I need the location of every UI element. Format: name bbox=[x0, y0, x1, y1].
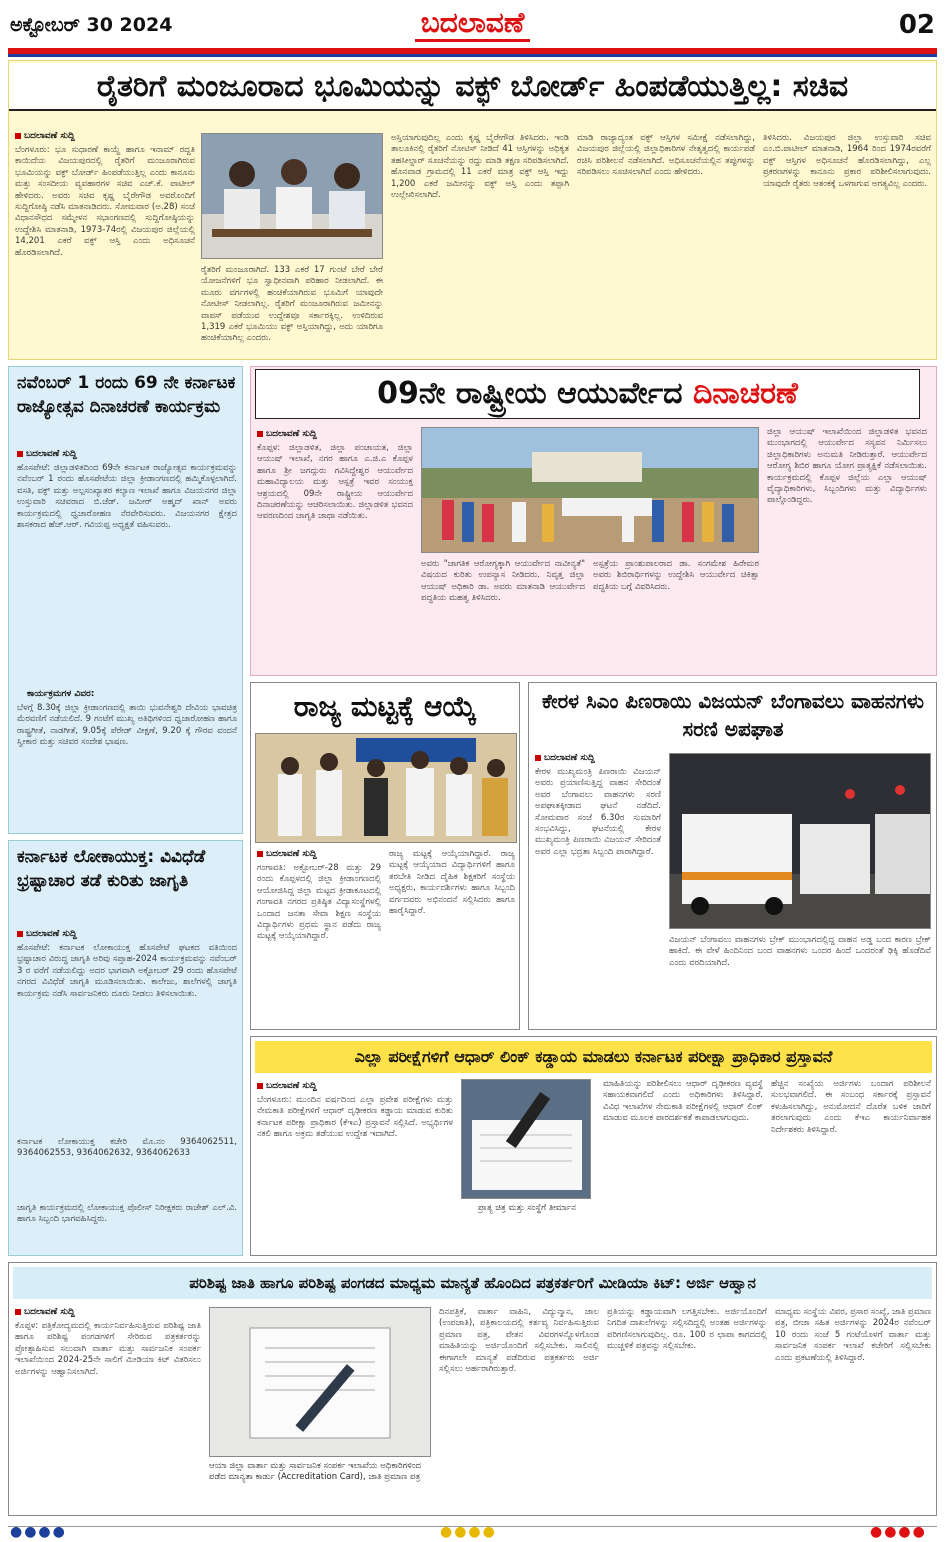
lokayukta-closing: ಜಾಗೃತಿ ಕಾರ್ಯಕ್ರಮದಲ್ಲಿ ಲೋಕಾಯುಕ್ತ ಪೊಲೀಸ್ ನಿರೀಕ್ಷಕರು ರಾಜೇಶ್ ಎಲ್.ವಿ. ಹಾಗೂ ಸಿಬ್ಬಂದಿ ಭಾಗವಹಿಸಿದ್ದರು. bbox=[17, 1203, 237, 1225]
rajyotsava-body-2: ಬೆಳಗ್ಗೆ 8.30ಕ್ಕೆ ಜಿಲ್ಲಾ ಕ್ರೀಡಾಂಗಣದಲ್ಲಿ ತಾಯಿ ಭುವನೇಶ್ವರಿ ದೇವಿಯ ಭಾವಚಿತ್ರ ಮೆರವಣಿಗೆ ನಡೆಯಲಿದೆ. 9 ಗಂಟೆಗೆ ಮುಖ್ಯ ಅತಿಥಿಗಳಿಂದ ಧ್ವಜಾರೋಹಣ ಹಾಗೂ ರಾಷ್ಟ್ರಗೀತೆ, ನಾಡಗೀತೆ, 9.05ಕ್ಕೆ ಪೆರೇಡ್ ವೀಕ್ಷಣೆ, 9.20 ಕ್ಕೆ ಗೌರವ ವಂದನೆ ಸ್ವೀಕಾರ ಮತ್ತು ಸಚಿವರ ಸಂದೇಶ ಭಾಷಣ. bbox=[17, 703, 237, 748]
media-kit-column-4: ಮಾಧ್ಯಮ ಸಂಸ್ಥೆಯ ವಿವರ, ಪ್ರಸಾರ ಸಂಖ್ಯೆ, ಜಾತಿ ಪ್ರಮಾಣ ಪತ್ರ, ಬೀಜಾ ಸಹಿತ ಅರ್ಜಿಗಳನ್ನು 2024ರ ನವೆಂಬರ್ 10 ರಂದು ಸಂಜೆ 5 ಗಂಟೆಯೊಳಗೆ ವಾರ್ತಾ ಮತ್ತು ಸಾರ್ವಜನಿಕ ಸಂಪರ್ಕ ಇಲಾಖೆ ಕಚೇರಿಗೆ ಸಲ್ಲಿಸಬೇಕು ಎಂದು ಪ್ರಕಟಣೆಯಲ್ಲಿ ತಿಳಿಸಿದ್ದಾರೆ. bbox=[775, 1307, 931, 1363]
media-kit-photo-caption: ಆಯಾ ಜಿಲ್ಲಾ ವಾರ್ತಾ ಮತ್ತು ಸಾರ್ವಜನಿಕ ಸಂಪರ್ಕ ಇಲಾಖೆಯ ಅಧಿಕಾರಿಗಳಿಂದ ಪಡೆದ ಮಾನ್ಯತಾ ಕಾರ್ಡು (Accreditation Card), ಜಾತಿ ಪ್ರಮಾಣ ಪತ್ರ bbox=[209, 1461, 422, 1482]
lokayukta-story bbox=[8, 840, 243, 1256]
ayurveda-photo-art bbox=[422, 428, 759, 553]
state-level-byline: ಬದಲಾವಣೆ ಸುದ್ದಿ bbox=[257, 849, 317, 859]
media-kit-photo bbox=[209, 1307, 431, 1457]
rajyotsava-body: ಹೊಸಪೇಟೆ: ಜಿಲ್ಲಾಡಳಿತದಿಂದ 69ನೇ ಕರ್ನಾಟಕ ರಾಜ್ಯೋತ್ಸವ ಕಾರ್ಯಕ್ರಮವನ್ನು ನವೆಂಬರ್ 1 ರಂದು ಹೊಸಪೇಟೆಯ ಜಿಲ್ಲಾ ಕ್ರೀಡಾಂಗಣದಲ್ಲಿ ಹಮ್ಮಿಕೊಳ್ಳಲಾಗಿದೆ. ವಸತಿ, ವಕ್ಫ್ ಮತ್ತು ಅಲ್ಪಸಂಖ್ಯಾತರ ಕಲ್ಯಾಣ ಇಲಾಖೆ ಹಾಗೂ ವಿಜಯನಗರ ಜಿಲ್ಲಾ ಉಸ್ತುವಾರಿ ಸಚಿವರಾದ ಬಿ.ಜೆಡ್. ಜಮೀರ್ ಅಹ್ಮದ್ ಖಾನ್ ಅವರು ಕಾರ್ಯಕ್ರಮದಲ್ಲಿ ಧ್ವಜಾರೋಹಣ ನೆರವೇರಿಸುವರು. ವಿಜಯನಗರ ಕ್ಷೇತ್ರದ ಶಾಸಕರಾದ ಹೆಚ್.ಆರ್. ಗವಿಯಪ್ಪ ಅಧ್ಯಕ್ಷತೆ ವಹಿಸುವರು. bbox=[17, 463, 237, 531]
lead-column-5: ತಿಳಿಸಿದರು. ವಿಜಯಪುರ ಜಿಲ್ಲಾ ಉಸ್ತುವಾರಿ ಸಚಿವ ಎಂ.ಬಿ.ಪಾಟೀಲ್ ಮಾತನಾಡಿ, 1964 ರಿಂದ 1974ರವರೆಗೆ ವಕ್ಫ್ ಆಸ್ತಿಗಳ ಅಧಿಸೂಚನೆ ಹೊರಡಿಸಲಾಗಿದ್ದು, ಎಲ್ಲ ಪ್ರಕರಣಗಳನ್ನು ಕಾನೂನು ಪ್ರಕಾರ ಪರಿಶೀಲಿಸಲಾಗುವುದು. ಯಾವುದೇ ರೈತರು ಆತಂಕಕ್ಕೆ ಒಳಗಾಗುವ ಅಗತ್ಯವಿಲ್ಲ ಎಂದರು. bbox=[763, 133, 931, 189]
kerala-byline: ಬದಲಾವಣೆ ಸುದ್ದಿ bbox=[535, 753, 595, 763]
ayurveda-column-1: ಕೊಪ್ಪಳ: ಜಿಲ್ಲಾಡಳಿತ, ಜಿಲ್ಲಾ ಪಂಚಾಯತ, ಜಿಲ್ಲಾ ಆಯುಷ್ ಇಲಾಖೆ, ನಗರ ಹಾಗೂ ಎ.ಜಿ.ಎ ಕೊಪ್ಪಳ ಹಾಗೂ ಶ್ರೀ ಜಗದ್ಗುರು ಗವಿಸಿದ್ದೇಶ್ವರ ಆಯುರ್ವೇದ ಮಹಾವಿದ್ಯಾಲಯ ಮತ್ತು ಆಸ್ಪತ್ರೆ ಇವರ ಸಂಯುಕ್ತ ಆಶ್ರಯದಲ್ಲಿ 09ನೇ ರಾಷ್ಟ್ರೀಯ ಆಯುರ್ವೇದ ದಿನಾಚರಣೆಯನ್ನು ಆಚರಿಸಲಾಯಿತು. ಜಿಲ್ಲಾಡಳಿತ ಭವನದ ಆವರಣದಿಂದ ಜಾಗೃತಿ ಜಾಥಾ ನಡೆಯಿತು. bbox=[257, 443, 413, 522]
ayurveda-column-2: ಅವರು "ಜಾಗತಿಕ ಆರೋಗ್ಯಕ್ಕಾಗಿ ಆಯುರ್ವೇದ ನಾವೀನ್ಯತೆ" ವಿಷಯದ ಕುರಿತು ಉಪನ್ಯಾಸ ನೀಡಿದರು. ನಿವೃತ್ತ ಜಿಲ್ಲಾ ಆಯುಷ್ ಅಧಿಕಾರಿ ಡಾ. ಅವರು ಮಾತನಾಡಿ ಆಯುರ್ವೇದ ಪದ್ಧತಿಯ ಮಹತ್ವ ತಿಳಿಸಿದರು. bbox=[421, 559, 585, 604]
footer-dots-center: ●●●● bbox=[440, 1524, 497, 1540]
lead-headline: ರೈತರಿಗೆ ಮಂಜೂರಾದ ಭೂಮಿಯನ್ನು ವಕ್ಫ್ ಬೋರ್ಡ್ ಹಿಂಪಡೆಯುತ್ತಿಲ್ಲ: ಸಚಿವ bbox=[9, 63, 936, 111]
lokayukta-body: ಹೊಸಪೇಟೆ: ಕರ್ನಾಟಕ ಲೋಕಾಯುಕ್ತ ಹೊಸಪೇಟೆ ಘಟಕದ ವತಿಯಿಂದ ಭ್ರಷ್ಟಾಚಾರ ವಿರುದ್ಧ ಜಾಗೃತಿ ಅರಿವು ಸಪ್ತಾಹ-2024 ಕಾರ್ಯಕ್ರಮವನ್ನು ನವೆಂಬರ್ 3 ರ ವರೆಗೆ ನಡೆಯಲಿದ್ದು ಅದರ ಭಾಗವಾಗಿ ಅಕ್ಟೋಬರ್ 29 ರಂದು ಹೊಸಪೇಟೆ ನಗರದ ವಿವಿಧೆಡೆ ಜಾಗೃತಿ ಮೂಡಿಸಲಾಯಿತು. ಕಾಲೇಜು, ಶಾಲೆಗಳಲ್ಲಿ ಜಾಗೃತಿ ಕಾರ್ಯಕ್ರಮ ನಡೆಸಿ ಸಾರ್ವಜನಿಕರು ದೂರು ನೀಡಲು ತಿಳಿಸಲಾಯಿತು. bbox=[17, 943, 237, 999]
exam-photo-caption: ಪ್ರಾತ್ಯ ಚಿತ್ರ ಮತ್ತು ಸಂಸ್ಥೆಗೆ ತೀರ್ಮಾನ bbox=[478, 1203, 576, 1213]
kerala-photo bbox=[669, 753, 931, 929]
state-level-column-1: ಗಂಗಾವತಿ: ಅಕ್ಟೋಬರ್-28 ಮತ್ತು 29 ರಂದು ಕೊಪ್ಪಳದಲ್ಲಿ ಜಿಲ್ಲಾ ಕ್ರೀಡಾಂಗಣದಲ್ಲಿ ಆಯೋಜಿಸಿದ್ದ ಜಿಲ್ಲಾ ಮಟ್ಟದ ಕ್ರೀಡಾಕೂಟದಲ್ಲಿ ಗಂಗಾವತಿ ನಗರದ ಪ್ರತಿಷ್ಠಿತ ವಿದ್ಯಾಸಂಸ್ಥೆಗಳಲ್ಲಿ ಒಂದಾದ ಜನತಾ ಸೇವಾ ಶಿಕ್ಷಣ ಸಂಸ್ಥೆಯ ವಿದ್ಯಾರ್ಥಿಗಳು ಪ್ರಥಮ ಸ್ಥಾನ ಪಡೆದು ರಾಜ್ಯ ಮಟ್ಟಕ್ಕೆ ಆಯ್ಕೆಯಾಗಿದ್ದಾರೆ. bbox=[257, 863, 381, 942]
lead-column-3: ಅಸ್ತಿಯಾಗುವುದಿಲ್ಲ ಎಂದು ಕೃಷ್ಣ ಬೈರೇಗೌಡ ತಿಳಿಸಿದರು. ಇಂಡಿ ತಾಲೂಕಿನಲ್ಲಿ ರೈತರಿಗೆ ನೋಟಿಸ್ ನೀಡಿದೆ 41 ಆಸ್ತಿಗಳನ್ನು ಅಧಿಕೃತ ತಹಸೀಲ್ದಾರ್ ಸೂಚನೆಯನ್ನು ರದ್ದು ಮಾಡಿ ತಕ್ಷಣ ಸರಿಪಡಿಸಲಾಗಿದೆ. ಹೊನವಾಡ ಗ್ರಾಮದಲ್ಲಿ 11 ಎಕರೆ ಮಾತ್ರ ವಕ್ಫ್ ಆಸ್ತಿ ಇದ್ದು 1,200 ಎಕರೆ ಜಮೀನನ್ನು ವಕ್ಫ್ ಆಸ್ತಿ ಎಂದು ತಪ್ಪಾಗಿ ಉಲ್ಲೇಖಿಸಲಾಗಿದೆ. bbox=[391, 133, 569, 201]
state-level-headline: ರಾಜ್ಯ ಮಟ್ಟಕ್ಕೆ ಆಯ್ಕೆ bbox=[293, 690, 477, 723]
ayurveda-headline-red: ದಿನಾಚರಣೆ bbox=[692, 376, 798, 411]
exam-column-1: ಬೆಂಗಳೂರು: ಮುಂದಿನ ವರ್ಷದಿಂದ ಎಲ್ಲಾ ಪ್ರವೇಶ ಪರೀಕ್ಷೆಗಳು ಮತ್ತು ನೇಮಕಾತಿ ಪರೀಕ್ಷೆಗಳಿಗೆ ಆಧಾರ್ ದೃಢೀಕರಣ ಕಡ್ಡಾಯ ಮಾಡುವ ಕುರಿತು ಕರ್ನಾಟಕ ಪರೀಕ್ಷಾ ಪ್ರಾಧಿಕಾರ (ಕೆಇಎ) ಪ್ರಸ್ತಾವನೆ ಸಲ್ಲಿಸಿದೆ. ಅಭ್ಯರ್ಥಿಗಳ ನಕಲಿ ಹಾಗೂ ಅಕ್ರಮ ತಡೆಯುವ ಉದ್ದೇಶ ಇದಾಗಿದೆ. bbox=[257, 1095, 453, 1140]
media-kit-byline: ಬದಲಾವಣೆ ಸುದ್ದಿ bbox=[15, 1307, 75, 1317]
state-level-column-2: ರಾಜ್ಯ ಮಟ್ಟಕ್ಕೆ ಆಯ್ಕೆಯಾಗಿದ್ದಾರೆ. ರಾಜ್ಯ ಮಟ್ಟಕ್ಕೆ ಆಯ್ಕೆಯಾದ ವಿದ್ಯಾರ್ಥಿಗಳಿಗೆ ಹಾಗೂ ತರಬೇತಿ ನೀಡಿದ ದೈಹಿಕ ಶಿಕ್ಷಕರಿಗೆ ಸಂಸ್ಥೆಯ ಅಧ್ಯಕ್ಷರು, ಕಾರ್ಯದರ್ಶಿಗಳು ಹಾಗೂ ಸಿಬ್ಬಂದಿ ವರ್ಗದವರು ಅಭಿನಂದನೆ ಸಲ್ಲಿಸಿದರು ಹಾಗೂ ಹಾರೈಸಿದ್ದಾರೆ. bbox=[389, 849, 515, 917]
media-kit-story bbox=[8, 1262, 937, 1516]
rajyotsava-subhead: ಕಾರ್ಯಕ್ರಮಗಳ ವಿವರ: bbox=[27, 689, 95, 699]
exam-column-3: ಹೆಚ್ಚಿನ ಸಂಖ್ಯೆಯ ಅರ್ಜಿಗಳು ಬಂದಾಗ ಪರಿಶೀಲನೆ ಸುಲಭವಾಗಲಿದೆ. ಈ ಸಂಬಂಧ ಸರ್ಕಾರಕ್ಕೆ ಪ್ರಸ್ತಾವನೆ ಕಳುಹಿಸಲಾಗಿದ್ದು, ಅನುಮೋದನೆ ದೊರೆತ ಬಳಿಕ ಜಾರಿಗೆ ತರಲಾಗುವುದು ಎಂದು ಕೆಇಎ ಕಾರ್ಯನಿರ್ವಾಹಕ ನಿರ್ದೇಶಕರು ತಿಳಿಸಿದ್ದಾರೆ. bbox=[771, 1079, 931, 1135]
exam-byline: ಬದಲಾವಣೆ ಸುದ್ದಿ bbox=[257, 1081, 317, 1091]
lokayukta-byline: ಬದಲಾವಣೆ ಸುದ್ದಿ bbox=[17, 929, 77, 939]
lead-column-4: ಮಾಡಿ ರಾಜ್ಯಾದ್ಯಂತ ವಕ್ಫ್ ಆಸ್ತಿಗಳ ಸಮೀಕ್ಷೆ ನಡೆಸಲಾಗಿದ್ದು, ವಿಜಯಪುರ ಜಿಲ್ಲೆಯಲ್ಲಿ ಜಿಲ್ಲಾಧಿಕಾರಿಗಳ ನೇತೃತ್ವದಲ್ಲಿ ಕಾರ್ಯಪಡೆ ರಚಿಸಿ ಪರಿಶೀಲನೆ ನಡೆಸಲಾಗಿದೆ. ಅಧಿಸೂಚನೆಯಲ್ಲಿನ ತಪ್ಪುಗಳನ್ನು ಸರಿಪಡಿಸಲು ಸೂಚಿಸಲಾಗಿದೆ ಎಂದು ಹೇಳಿದರು. bbox=[577, 133, 755, 178]
ayurveda-byline: ಬದಲಾವಣೆ ಸುದ್ದಿ bbox=[257, 429, 317, 439]
kerala-body: ಕೇರಳ ಮುಖ್ಯಮಂತ್ರಿ ಪಿಣರಾಯಿ ವಿಜಯನ್ ಅವರು ಪ್ರಯಾಣಿಸುತ್ತಿದ್ದ ವಾಹನ ಸೇರಿದಂತೆ ಅವರ ಬೆಂಗಾವಲು ವಾಹನಗಳು ಸರಣಿ ಅಪಘಾತಕ್ಕೀಡಾದ ಘಟನೆ ನಡೆದಿದೆ. ಸೋಮವಾರ ಸಂಜೆ 6.30ರ ಸುಮಾರಿಗೆ ಸಂಭವಿಸಿದ್ದು, ಘಟನೆಯಲ್ಲಿ ಕೇರಳ ಮುಖ್ಯಮಂತ್ರಿ ಪಿಣರಾಯಿ ವಿಜಯನ್ ಸೇರಿದಂತೆ ಅವರ ಎಲ್ಲಾ ಭದ್ರತಾ ಸಿಬ್ಬಂದಿ ಪಾರಾಗಿದ್ದಾರೆ. bbox=[535, 767, 661, 857]
lead-photo-art bbox=[202, 134, 383, 259]
exam-photo-art bbox=[462, 1080, 591, 1199]
lead-byline: ಬದಲಾವಣೆ ಸುದ್ದಿ bbox=[15, 131, 75, 141]
issue-date: ಅಕ್ಟೋಬರ್ 30 2024 bbox=[10, 14, 173, 36]
ayurveda-column-3: ಅಸ್ಪತ್ರೆಯ ಪ್ರಾಂಶುಪಾಲರಾದ ಡಾ. ಸಂಗಮೇಶ ಹಿರೇಮಠ ಅವರು ಶಿಬಿರಾರ್ಥಿಗಳನ್ನು ಉದ್ದೇಶಿಸಿ ಆಯುರ್ವೇದ ಚಿಕಿತ್ಸಾ ಪದ್ಧತಿಯ ಬಗ್ಗೆ ವಿವರಿಸಿದರು. bbox=[593, 559, 759, 592]
footer-dots-right: ●●●● bbox=[870, 1524, 927, 1540]
rajyotsava-byline: ಬದಲಾವಣೆ ಸುದ್ದಿ bbox=[17, 449, 77, 459]
exam-headline: ಎಲ್ಲಾ ಪರೀಕ್ಷೆಗಳಿಗೆ ಆಧಾರ್ ಲಿಂಕ್ ಕಡ್ಡಾಯ ಮಾಡಲು ಕರ್ನಾಟಕ ಪರೀಕ್ಷಾ ಪ್ರಾಧಿಕಾರ ಪ್ರಸ್ತಾವನೆ bbox=[255, 1041, 932, 1073]
kerala-caption: ವಿಜಯನ್ ಬೆಂಗಾವಲು ವಾಹನಗಳು ಬ್ರೇಕ್ ಮುಂಭಾಗದಲ್ಲಿದ್ದ ವಾಹನ ಅಡ್ಡ ಬಂದ ಕಾರಣ ಬ್ರೇಕ್ ಹಾಕಿದೆ. ಈ ವೇಳೆ ಹಿಂದಿನಿಂದ ಬಂದ ವಾಹನಗಳು ಒಂದರ ಹಿಂದೆ ಒಂದರಂತೆ ಢಿಕ್ಕಿ ಹೊಡೆದಿವೆ ಎಂದು ವರದಿಯಾಗಿದೆ. bbox=[669, 935, 931, 968]
media-kit-column-1: ಕೊಪ್ಪಳ: ಪತ್ರಿಕೋದ್ಯಮದಲ್ಲಿ ಕಾರ್ಯನಿರ್ವಹಿಸುತ್ತಿರುವ ಪರಿಶಿಷ್ಟ ಜಾತಿ ಹಾಗೂ ಪರಿಶಿಷ್ಟ ಪಂಗಡಗಳಿಗೆ ಸೇರಿರುವ ಪತ್ರಕರ್ತರನ್ನು ಪ್ರೋತ್ಸಾಹಿಸುವ ಸಲುವಾಗಿ ವಾರ್ತಾ ಮತ್ತು ಸಾರ್ವಜನಿಕ ಸಂಪರ್ಕ ಇಲಾಖೆಯಿಂದ 2024-25ನೇ ಸಾಲಿಗೆ ಮೀಡಿಯಾ ಕಿಟ್ ವಿತರಿಸಲು ಅರ್ಜಿಗಳನ್ನು ಆಹ್ವಾನಿಸಲಾಗಿದೆ. bbox=[15, 1321, 201, 1377]
kerala-photo-art bbox=[670, 754, 931, 929]
rajyotsava-story bbox=[8, 366, 243, 834]
kerala-headline: ಕೇರಳ ಸಿಎಂ ಪಿಣರಾಯಿ ವಿಜಯನ್ ಬೆಂಗಾವಲು ವಾಹನಗಳು ಸರಣಿ ಅಪಘಾತ bbox=[542, 689, 924, 741]
state-level-photo-art bbox=[256, 734, 517, 843]
ayurveda-photo bbox=[421, 427, 759, 553]
kerala-story bbox=[528, 682, 937, 1030]
exam-column-2: ಮಾಹಿತಿಯನ್ನು ಪರಿಶೀಲಿಸಲು ಆಧಾರ್ ದೃಢೀಕರಣ ವ್ಯವಸ್ಥೆ ಸಹಾಯಕವಾಗಲಿದೆ ಎಂದು ಅಧಿಕಾರಿಗಳು ತಿಳಿಸಿದ್ದಾರೆ. ವಿವಿಧ ಇಲಾಖೆಗಳ ನೇಮಕಾತಿ ಪರೀಕ್ಷೆಗಳಲ್ಲಿ ಆಧಾರ್ ಲಿಂಕ್ ಮಾಡುವ ಮೂಲಕ ಪಾರದರ್ಶಕತೆ ಕಾಪಾಡಲಾಗುವುದು. bbox=[603, 1079, 763, 1124]
footer-dots-left: ●●●● bbox=[10, 1524, 67, 1540]
media-kit-headline: ಪರಿಶಿಷ್ಟ ಜಾತಿ ಹಾಗೂ ಪರಿಶಿಷ್ಟ ಪಂಗಡದ ಮಾಧ್ಯಮ ಮಾನ್ಯತೆ ಹೊಂದಿದ ಪತ್ರಕರ್ತರಿಗೆ ಮೀಡಿಯಾ ಕಿಟ್: ಅರ್ಜಿ ಆಹ್ವಾನ bbox=[13, 1267, 932, 1299]
exam-photo bbox=[461, 1079, 591, 1199]
exam-story bbox=[250, 1036, 937, 1256]
ayurveda-headline bbox=[255, 369, 920, 419]
page-number: 02 bbox=[898, 10, 935, 40]
rajyotsava-headline: ನವೆಂಬರ್ 1 ರಂದು 69 ನೇ ಕರ್ನಾಟಕ ರಾಜ್ಯೋತ್ಸವ ದಿನಾಚರಣೆ ಕಾರ್ಯಕ್ರಮ bbox=[17, 373, 236, 417]
newspaper-brand bbox=[0, 6, 945, 40]
media-kit-photo-art bbox=[210, 1308, 431, 1457]
header-rule-blue bbox=[8, 54, 937, 57]
lokayukta-headline: ಕರ್ನಾಟಕ ಲೋಕಾಯುಕ್ತ: ವಿವಿಧೆಡೆ ಭ್ರಷ್ಟಾಚಾರ ತಡೆ ಕುರಿತು ಜಾಗೃತಿ bbox=[17, 847, 206, 891]
lead-story bbox=[8, 60, 937, 360]
brand-text: ಬದಲಾವಣೆ bbox=[415, 6, 530, 42]
state-level-photo bbox=[255, 733, 517, 843]
lead-column-2: ರೈತರಿಗೆ ಮಂಜೂರಾಗಿದೆ. 133 ಎಕರೆ 17 ಗುಂಟೆ ಬೇರೆ ಬೇರೆ ಯೋಜನೆಗಳಿಗೆ ಭೂ ಸ್ವಾಧೀನವಾಗಿ ಪರಿಹಾರ ನೀಡಲಾಗಿದೆ. ಈ ಮೂರು ವರ್ಗಗಳಲ್ಲಿ ಹಂಚಿಕೆಯಾಗಿರುವ ಭೂಮಿಗೆ ಯಾವುದೇ ನೋಟೀಸ್ ನೀಡಲಾಗಿಲ್ಲ. ರೈತರಿಗೆ ಮಂಜೂರಾಗಿರುವ ಜಮೀನನ್ನು ವಾಪಸ್ ಪಡೆಯುವ ಉದ್ದೇಶವೂ ಸರ್ಕಾರಕ್ಕಿಲ್ಲ. ಉಳಿದಿರುವ 1,319 ಎಕರೆ ಭೂಮಿಯು ವಕ್ಫ್ ಆಸ್ತಿಯಾಗಿದ್ದು, ಅದು ಯಾರಿಗೂ ಹಂಚಿಕೆಯಾಗಿಲ್ಲ ಎಂದರು. bbox=[201, 265, 383, 344]
media-kit-column-3: ಪ್ರತಿಯನ್ನು ಕಡ್ಡಾಯವಾಗಿ ಲಗತ್ತಿಸಬೇಕು. ಅರ್ಜಿಯೊಂದಿಗೆ ನಿಗದಿತ ದಾಖಲೆಗಳನ್ನು ಸಲ್ಲಿಸದಿದ್ದಲ್ಲಿ ಅಂತಹ ಅರ್ಜಿಗಳನ್ನು ಪರಿಗಣಿಸಲಾಗುವುದಿಲ್ಲ. ರೂ. 100 ರ ಛಾಪಾ ಕಾಗದದಲ್ಲಿ ಮುಚ್ಚಳಿಕೆ ಪತ್ರವನ್ನು ಸಲ್ಲಿಸಬೇಕು. bbox=[607, 1307, 767, 1352]
lead-photo bbox=[201, 133, 383, 259]
media-kit-column-2: ದಿನಪತ್ರಿಕೆ, ವಾರ್ತಾ ವಾಹಿನಿ, ವಿದ್ಯುನ್ಮಾನ, ಜಾಲ (ಉಪಜಾತಿ), ಪತ್ರಿಕಾಲಯದಲ್ಲಿ ಕರ್ತವ್ಯ ನಿರ್ವಹಿಸುತ್ತಿರುವ ಪ್ರಮಾಣ ಪತ್ರ, ವೇತನ ವಿವರಗಳನ್ನೊಳಗೊಂಡ ಮಾಹಿತಿಯನ್ನು ಅರ್ಜಿಯೊಂದಿಗೆ ಸಲ್ಲಿಸಬೇಕು. ಸಾಲಿನಲ್ಲಿ ಈಗಾಗಲೇ ಮಾನ್ಯತೆ ಪಡೆದಿರುವ ಪತ್ರಕರ್ತರು ಅರ್ಜಿ ಸಲ್ಲಿಸಲು ಅರ್ಹರಾಗಿರುತ್ತಾರೆ. bbox=[439, 1307, 599, 1375]
ayurveda-headline-black: 09ನೇ ರಾಷ್ಟ್ರೀಯ ಆಯುರ್ವೇದ bbox=[377, 376, 683, 411]
state-level-story bbox=[250, 682, 520, 1030]
ayurveda-column-4: ಜಿಲ್ಲಾ ಆಯುಷ್ ಇಲಾಖೆಯಿಂದ ಜಿಲ್ಲಾಡಳಿತ ಭವನದ ಮುಂಭಾಗದಲ್ಲಿ ಆಯುರ್ವೇದ ಸಸ್ಯವನ ನಿರ್ಮಿಸಲು ಜಿಲ್ಲಾಧಿಕಾರಿಗಳು ಅನುಮತಿ ನೀಡಿರುತ್ತಾರೆ. ಆಯುರ್ವೇದ ಆರೋಗ್ಯ ಶಿಬಿರ ಹಾಗೂ ಯೋಗ ಪ್ರಾತ್ಯಕ್ಷಿಕೆ ನಡೆಸಲಾಯಿತು. ಕಾರ್ಯಕ್ರಮದಲ್ಲಿ ಕೊಪ್ಪಳ ಜಿಲ್ಲೆಯ ಎಲ್ಲಾ ಆಯುಷ್ ವೈದ್ಯಾಧಿಕಾರಿಗಳು, ಸಿಬ್ಬಂದಿಗಳು ಮತ್ತು ವಿದ್ಯಾರ್ಥಿಗಳು ಪಾಲ್ಗೊಂಡಿದ್ದರು. bbox=[767, 427, 927, 506]
lokayukta-phones: ಕರ್ನಾಟಕ ಲೋಕಾಯುಕ್ತ ಕಚೇರಿ ಮೊ.ನಂ 9364062511, 9364062553, 9364062632, 9364062633 bbox=[17, 1137, 237, 1159]
ayurveda-story bbox=[250, 366, 937, 676]
lead-column-1: ಬೆಂಗಳೂರು: ಭೂ ಸುಧಾರಣೆ ಕಾಯ್ದೆ ಹಾಗೂ ಇನಾಮ್ ರದ್ದತಿ ಕಾಯಿದೆಯ ವಿಜಯಪುರದಲ್ಲಿ ರೈತರಿಗೆ ಮಂಜೂರಾಗಿರುವ ಭೂಮಿಯನ್ನು ವಕ್ಫ್ ಬೋರ್ಡ್ ಹಿಂಪಡೆಯುತ್ತಿಲ್ಲ ಎಂದು ಕಾನೂನು ಮತ್ತು ಸಂಸದೀಯ ವ್ಯವಹಾರಗಳ ಸಚಿವ ಎಚ್.ಕೆ. ಪಾಟೀಲ್ ಹೇಳಿದರು. ಅವರು ಸಚಿವ ಕೃಷ್ಣ ಬೈರೇಗೌಡ ಅವರೊಂದಿಗೆ ಸುದ್ದಿಗೋಷ್ಠಿ ನಡೆಸಿ ಮಾತನಾಡಿದರು. ಸೋಮವಾರ (ಅ.28) ಸಂಜೆ ವಿಧಾನಸೌಧದ ಸಮ್ಮೇಳನ ಸಭಾಂಗಣದಲ್ಲಿ ಸುದ್ದಿಗೋಷ್ಠಿಯನ್ನು ಉದ್ದೇಶಿಸಿ ಮಾತನಾಡಿ, 1973-74ರಲ್ಲಿ ವಿಜಯಪುರ ಜಿಲ್ಲೆಯಲ್ಲಿ 14,201 ಎಕರೆ ವಕ್ಫ್ ಆಸ್ತಿ ಎಂದು ಅಧಿಸೂಚನೆ ಹೊರಡಿಸಲಾಗಿದೆ. bbox=[15, 145, 195, 258]
